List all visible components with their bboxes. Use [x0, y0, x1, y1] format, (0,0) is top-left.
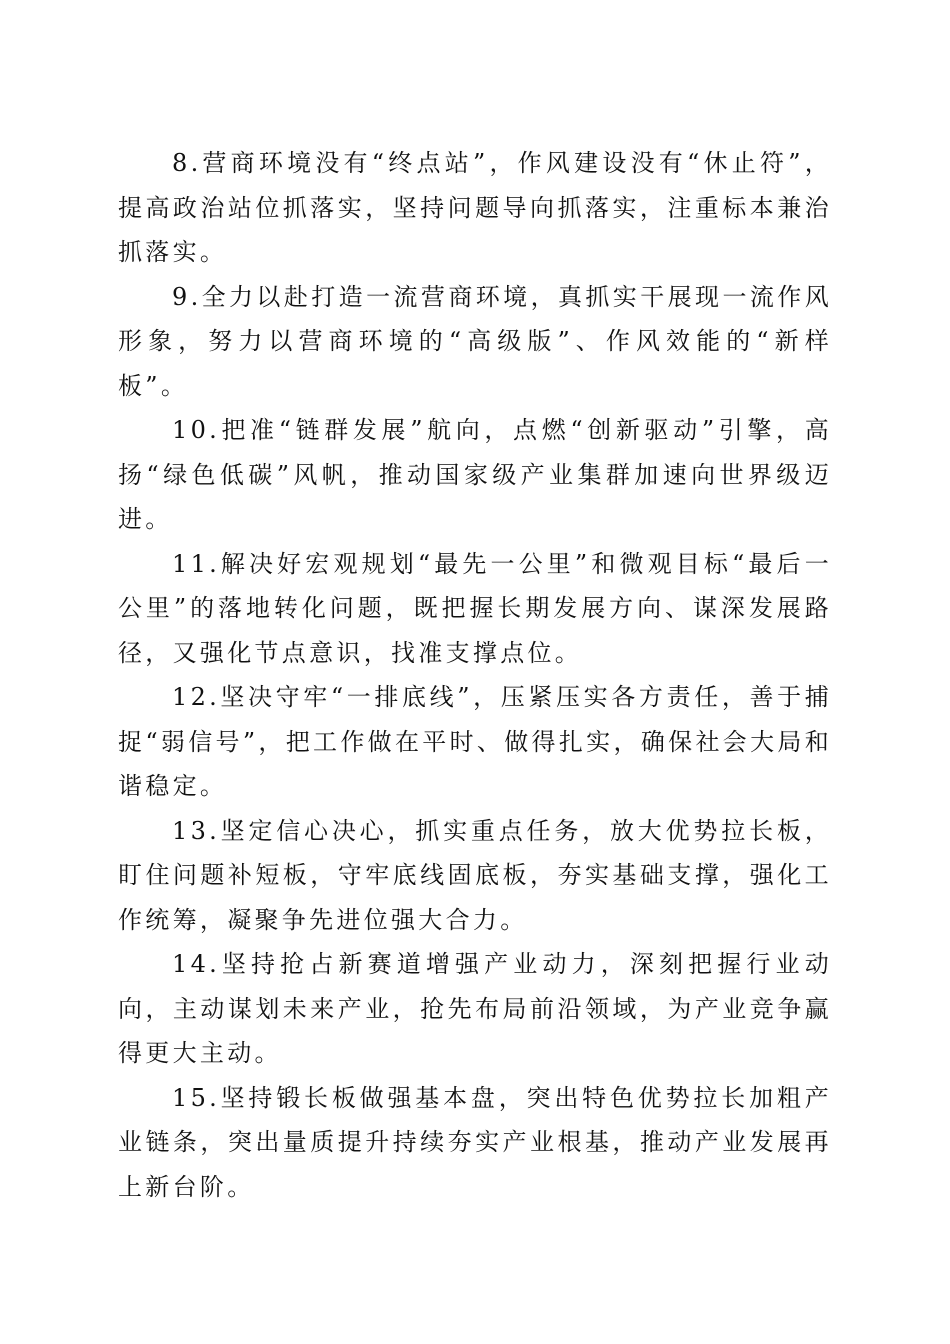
paragraph-12: 12.坚决守牢“一排底线”，压紧压实各方责任，善于捕捉“弱信号”，把工作做在平时、做得扎实，确保社会大局和谐稳定。	[118, 683, 832, 800]
paragraph-11: 11.解决好宏观规划“最先一公里”和微观目标“最后一公里”的落地转化问题，既把握长期发展方向、谋深发展路径，又强化节点意识，找准支撑点位。	[118, 549, 832, 667]
paragraph-8: 8.营商环境没有“终点站”，作风建设没有“休止符”，提高政治站位抓落实，坚持问题导向抓落实，注重标本兼治抓落实。	[118, 149, 832, 266]
paragraph-15: 15.坚持锻长板做强基本盘，突出特色优势拉长加粗产业链条，突出量质提升持续夯实产业根基，推动产业发展再上新台阶。	[118, 1083, 832, 1201]
paragraph-9: 9.全力以赴打造一流营商环境，真抓实干展现一流作风形象，努力以营商环境的“高级版”、作风效能的“新样板”。	[118, 282, 832, 400]
paragraph-10: 10.把准“链群发展”航向，点燃“创新驱动”引擎，高扬“绿色低碳”风帆，推动国家级产业集群加速向世界级迈进。	[118, 416, 832, 533]
paragraph-14: 14.坚持抢占新赛道增强产业动力，深刻把握行业动向，主动谋划未来产业，抢先布局前沿领域，为产业竞争赢得更大主动。	[118, 950, 832, 1067]
paragraph-13: 13.坚定信心决心，抓实重点任务，放大优势拉长板，盯住问题补短板，守牢底线固底板，夯实基础支撑，强化工作统筹，凝聚争先进位强大合力。	[118, 816, 832, 934]
document-body	[118, 141, 832, 1209]
